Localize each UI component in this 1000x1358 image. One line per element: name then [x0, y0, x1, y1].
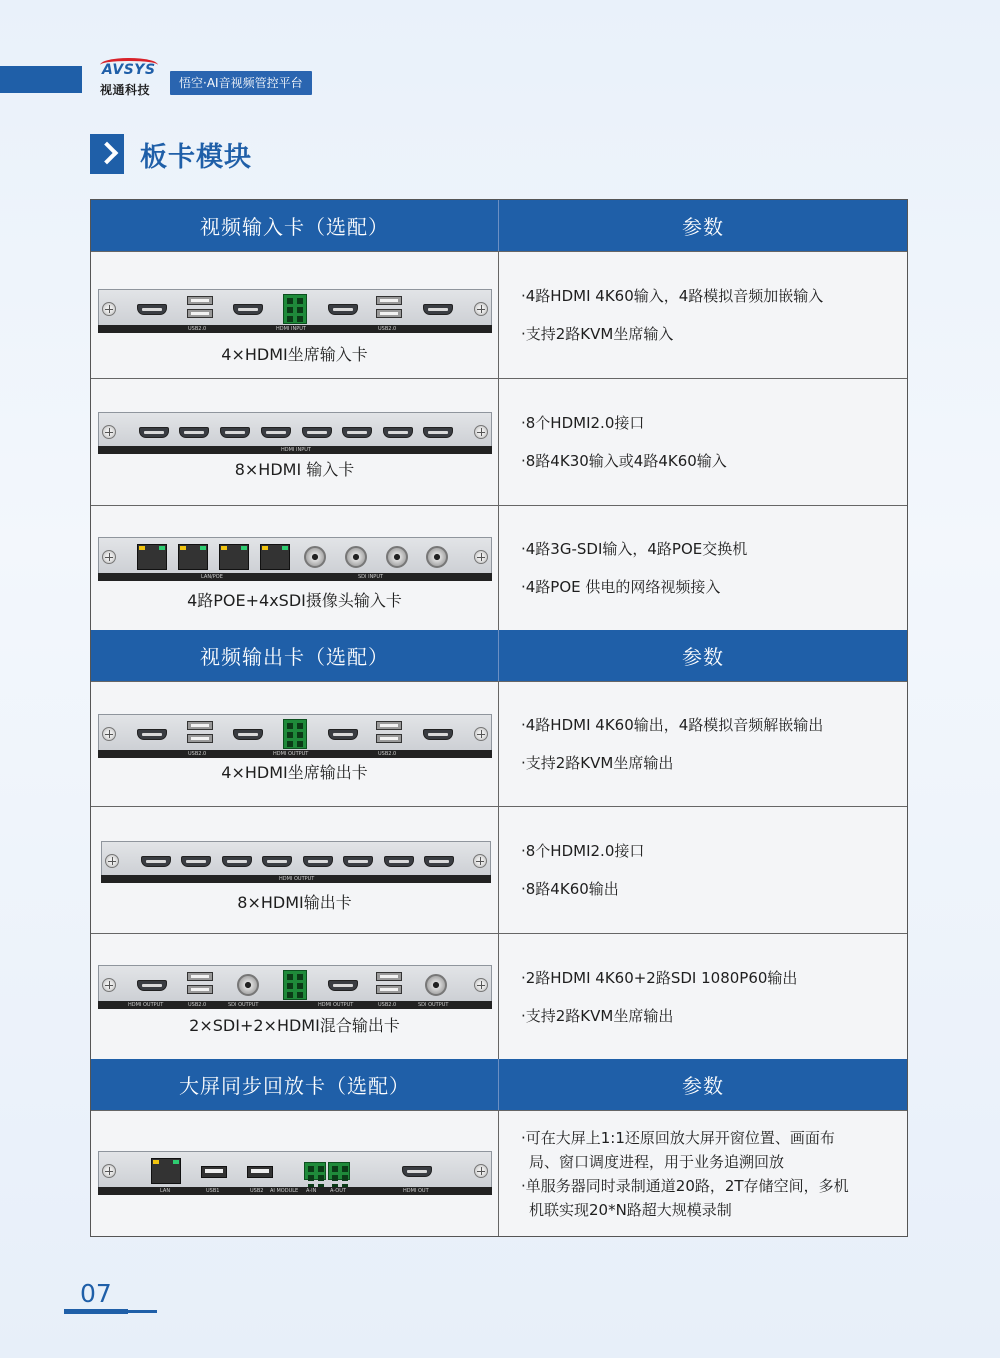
hdmi-port-icon [328, 729, 358, 740]
usb-port-icon [376, 972, 402, 981]
param-line: ·8个HDMI2.0接口 [521, 414, 645, 432]
hdmi-port-icon [139, 427, 169, 438]
table-header [91, 200, 907, 251]
param-line: 局、窗口调度进程，用于业务追溯回放 [529, 1152, 785, 1171]
param-line: ·2路HDMI 4K60+2路SDI 1080P60输出 [521, 968, 798, 987]
usb-port-icon [187, 296, 213, 305]
hdmi-port-icon [261, 427, 291, 438]
screw-icon [474, 550, 488, 564]
board-image-cell [91, 506, 499, 630]
board-label: A-IN [306, 1188, 317, 1194]
bnc-port-icon [425, 974, 447, 996]
rj45-port-icon [137, 544, 167, 570]
usb-port-icon [187, 309, 213, 318]
audio-out-terminal-icon [328, 1162, 350, 1180]
board-label: LAN [160, 1188, 171, 1194]
board-caption: 4×HDMI坐席输出卡 [221, 763, 368, 782]
board-label: SDI INPUT [358, 574, 384, 580]
board-module-table [90, 199, 908, 1237]
usb-port-icon [201, 1166, 227, 1178]
board-label-strip [98, 750, 492, 758]
rj45-port-icon [178, 544, 208, 570]
board-8hdmi-output-image [101, 841, 491, 883]
usb-port-icon [247, 1166, 273, 1178]
screw-icon [102, 1164, 116, 1178]
hdmi-port-icon [402, 1166, 432, 1177]
board-image-cell [91, 807, 499, 933]
screw-icon [474, 1164, 488, 1178]
board-label: HDMI OUT [403, 1188, 429, 1194]
screw-icon [474, 727, 488, 741]
bnc-port-icon [345, 546, 367, 568]
board-image-cell [91, 252, 499, 378]
board-label-strip [98, 1001, 492, 1009]
header-card-name: 视频输入卡（选配） [91, 200, 499, 251]
page-number-underline [64, 1310, 157, 1313]
board-label: USB2.0 [188, 326, 207, 332]
board-label-strip [98, 446, 492, 454]
hdmi-port-icon [179, 427, 209, 438]
param-line: ·4路HDMI 4K60输入，4路模拟音频加嵌输入 [521, 287, 824, 305]
board-label: USB2 [250, 1188, 264, 1194]
params-cell [499, 807, 907, 933]
usb-port-icon [376, 296, 402, 305]
board-image-cell [91, 934, 499, 1059]
table-row [91, 505, 907, 630]
section-title [90, 134, 252, 174]
header-card-name: 大屏同步回放卡（选配） [91, 1059, 499, 1110]
hdmi-port-icon [342, 427, 372, 438]
hdmi-port-icon [343, 856, 373, 867]
usb-port-icon [376, 734, 402, 743]
hdmi-port-icon [137, 980, 167, 991]
board-label: HDMI INPUT [281, 447, 311, 453]
usb-port-icon [187, 972, 213, 981]
usb-port-icon [187, 721, 213, 730]
table-row [91, 933, 907, 1059]
hdmi-port-icon [328, 304, 358, 315]
usb-port-icon [376, 721, 402, 730]
company-logo [96, 58, 166, 98]
param-line: 机联实现20*N路超大规模录制 [529, 1200, 732, 1219]
hdmi-port-icon [262, 856, 292, 867]
bnc-port-icon [237, 974, 259, 996]
board-label-strip [98, 325, 492, 333]
table-header [91, 1059, 907, 1110]
board-label-strip [98, 1187, 492, 1195]
board-4hdmi-output-image [98, 714, 492, 758]
param-line: ·支持2路KVM坐席输出 [521, 1006, 674, 1025]
table-row [91, 251, 907, 378]
screw-icon [474, 302, 488, 316]
board-label-strip [101, 875, 491, 883]
screw-icon [473, 854, 487, 868]
board-image-cell [91, 379, 499, 505]
board-caption: 8×HDMI 输入卡 [234, 460, 355, 479]
logo-subtitle: 视通科技 [100, 83, 151, 97]
logo-text: AVSYS [102, 62, 156, 78]
board-label: LAN/POE [201, 574, 223, 580]
hdmi-port-icon [233, 729, 263, 740]
chevron-right-icon [90, 134, 124, 174]
hdmi-port-icon [220, 427, 250, 438]
hdmi-port-icon [303, 856, 333, 867]
hdmi-port-icon [424, 856, 454, 867]
board-caption: 8×HDMI输出卡 [237, 893, 352, 912]
header-params: 参数 [682, 1074, 724, 1098]
hdmi-port-icon [384, 856, 414, 867]
param-line: ·支持2路KVM坐席输出 [521, 754, 674, 772]
rj45-port-icon [260, 544, 290, 570]
param-line: ·8个HDMI2.0接口 [521, 842, 645, 860]
board-sdi-hdmi-mixed-output-image [98, 965, 492, 1009]
hdmi-port-icon [137, 304, 167, 315]
board-playback-image [98, 1151, 492, 1195]
header-params: 参数 [682, 215, 724, 239]
audio-terminal-icon [283, 719, 307, 749]
rj45-port-icon [151, 1158, 181, 1184]
platform-tag: 悟空·AI音视频管控平台 [170, 71, 312, 95]
hdmi-port-icon [423, 427, 453, 438]
bnc-port-icon [386, 546, 408, 568]
screw-icon [102, 727, 116, 741]
hdmi-port-icon [302, 427, 332, 438]
screw-icon [102, 978, 116, 992]
table-header [91, 630, 907, 681]
param-line: ·单服务器同时录制通道20路，2T存储空间，多机 [521, 1176, 849, 1195]
board-label: HDMI OUTPUT [318, 1002, 354, 1008]
header-card-name: 视频输出卡（选配） [91, 630, 499, 681]
board-label: HDMI INPUT [276, 326, 306, 332]
params-cell [499, 252, 907, 378]
board-label-strip [98, 573, 492, 581]
table-row [91, 806, 907, 933]
audio-terminal-icon [283, 970, 307, 1000]
param-line: ·4路POE 供电的网络视频接入 [521, 578, 721, 596]
board-label: USB2.0 [378, 1002, 397, 1008]
board-image-cell [91, 682, 499, 806]
params-cell [499, 1111, 907, 1236]
section-title-text: 板卡模块 [140, 141, 252, 173]
usb-port-icon [376, 309, 402, 318]
board-label: AI MODULE [270, 1188, 299, 1194]
params-cell [499, 934, 907, 1059]
hdmi-port-icon [137, 729, 167, 740]
board-label: HDMI OUTPUT [128, 1002, 164, 1008]
params-cell [499, 379, 907, 505]
bnc-port-icon [426, 546, 448, 568]
board-poe-sdi-input-image [98, 537, 492, 581]
board-label: HDMI OUTPUT [279, 876, 315, 882]
usb-port-icon [376, 985, 402, 994]
board-label: HDMI OUTPUT [273, 751, 309, 757]
audio-in-terminal-icon [304, 1162, 326, 1180]
hdmi-port-icon [222, 856, 252, 867]
usb-port-icon [187, 985, 213, 994]
table-row [91, 1110, 907, 1236]
usb-port-icon [187, 734, 213, 743]
screw-icon [102, 425, 116, 439]
params-cell [499, 682, 907, 806]
table-row [91, 378, 907, 505]
hdmi-port-icon [181, 856, 211, 867]
param-line: ·支持2路KVM坐席输入 [521, 325, 674, 343]
bnc-port-icon [304, 546, 326, 568]
hdmi-port-icon [141, 856, 171, 867]
board-image-cell [91, 1111, 499, 1236]
audio-terminal-icon [283, 294, 307, 324]
board-caption: 2×SDI+2×HDMI混合输出卡 [189, 1016, 400, 1035]
param-line: ·4路HDMI 4K60输出，4路模拟音频解嵌输出 [521, 716, 824, 734]
hdmi-port-icon [383, 427, 413, 438]
param-line: ·8路4K60输出 [521, 880, 619, 898]
screw-icon [474, 978, 488, 992]
board-label: USB2.0 [188, 751, 207, 757]
header-accent-bar [0, 66, 82, 93]
param-line: ·4路3G-SDI输入，4路POE交换机 [521, 540, 748, 558]
board-caption: 4×HDMI坐席输入卡 [221, 345, 368, 364]
board-label: USB2.0 [378, 751, 397, 757]
hdmi-port-icon [328, 980, 358, 991]
table-row [91, 681, 907, 806]
param-line: ·8路4K30输入或4路4K60输入 [521, 452, 727, 470]
screw-icon [474, 425, 488, 439]
board-label: SDI OUTPUT [418, 1002, 449, 1008]
header-params: 参数 [682, 645, 724, 669]
hdmi-port-icon [423, 304, 453, 315]
param-line: ·可在大屏上1:1还原回放大屏开窗位置、画面布 [521, 1128, 835, 1147]
board-label: USB2.0 [378, 326, 397, 332]
board-caption: 4路POE+4xSDI摄像头输入卡 [187, 591, 402, 610]
board-label: SDI OUTPUT [228, 1002, 259, 1008]
hdmi-port-icon [233, 304, 263, 315]
board-label: A-OUT [330, 1188, 346, 1194]
hdmi-port-icon [423, 729, 453, 740]
board-label: USB1 [206, 1188, 220, 1194]
board-4hdmi-input-image [98, 289, 492, 333]
rj45-port-icon [219, 544, 249, 570]
page-number: 07 [80, 1279, 112, 1308]
board-label: USB2.0 [188, 1002, 207, 1008]
screw-icon [105, 854, 119, 868]
board-8hdmi-input-image [98, 412, 492, 454]
screw-icon [102, 302, 116, 316]
params-cell [499, 506, 907, 630]
screw-icon [102, 550, 116, 564]
